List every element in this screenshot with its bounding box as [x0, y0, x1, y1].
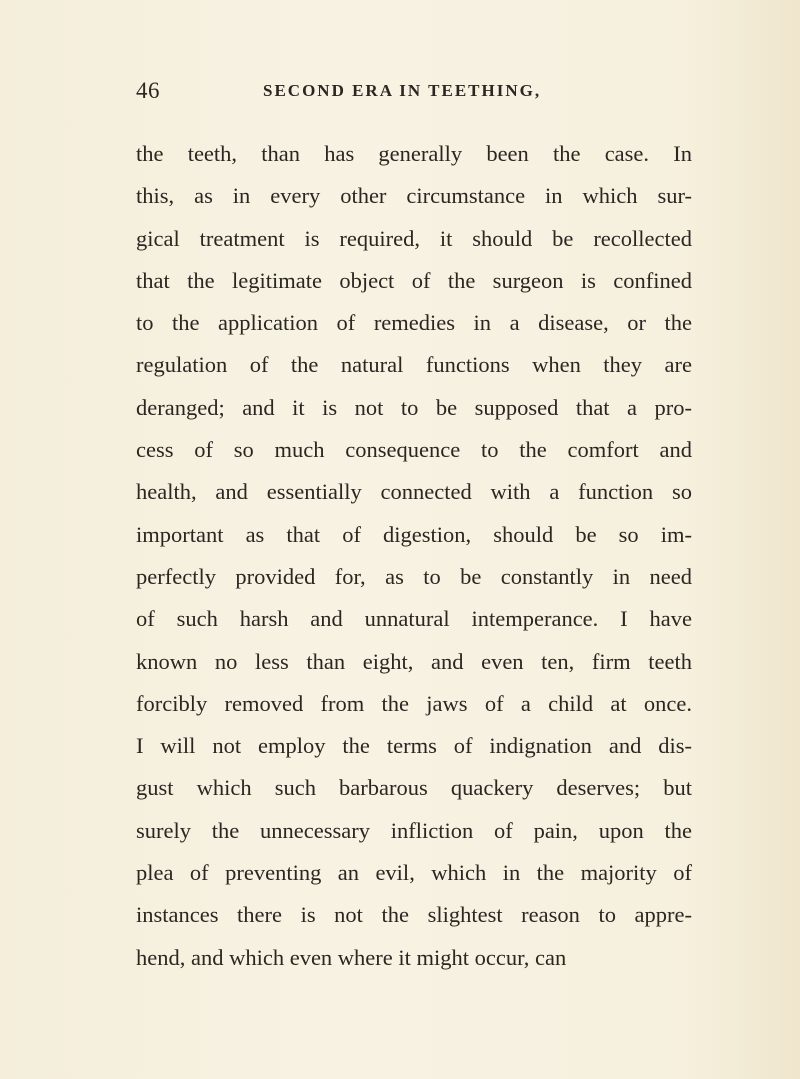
text-line: known no less than eight, and even ten, firm teeth — [136, 648, 692, 674]
text-line: of such harsh and unnatural intemperance. I have — [136, 606, 692, 632]
text-line: this, as in every other circumstance in which sur- — [136, 183, 692, 209]
running-head: SECOND ERA IN TEETHING, — [263, 81, 542, 100]
text-line: cess of so much consequence to the comfort and — [136, 437, 692, 463]
text-line: hend, and which even where it might occur, can — [136, 944, 567, 970]
page-number: 46 — [136, 78, 160, 103]
text-line: to the application of remedies in a disease, or the — [136, 310, 692, 336]
text-line: that the legitimate object of the surgeon is confined — [136, 267, 692, 293]
text-line: the teeth, than has generally been the case. In — [136, 141, 692, 166]
text-line: instances there is not the slightest reason to appre- — [136, 902, 692, 928]
text-line: gical treatment is required, it should be recollected — [136, 225, 692, 251]
text-line: plea of preventing an evil, which in the majority of — [136, 860, 692, 886]
text-line: I will not employ the terms of indignation and dis- — [136, 733, 692, 759]
text-line: important as that of digestion, should be so im- — [136, 521, 692, 547]
text-line: gust which such barbarous quackery deserves; but — [136, 775, 692, 801]
text-line: forcibly removed from the jaws of a child at once. — [136, 690, 692, 716]
text-line: deranged; and it is not to be supposed that a pro- — [136, 394, 692, 420]
text-line: perfectly provided for, as to be constantly in need — [136, 563, 692, 589]
page-header — [136, 78, 684, 108]
text-line: health, and essentially connected with a function so — [136, 479, 692, 505]
text-line: regulation of the natural functions when they are — [136, 352, 692, 378]
body-text — [136, 138, 692, 984]
text-line: surely the unnecessary infliction of pain, upon the — [136, 817, 692, 843]
